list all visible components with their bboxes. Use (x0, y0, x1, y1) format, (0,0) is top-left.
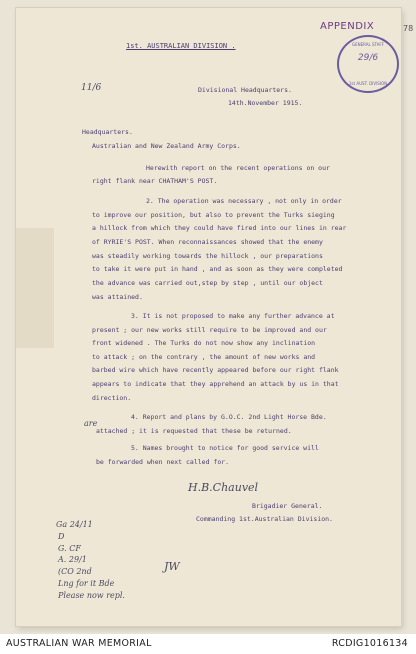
handwritten-signature: H.B.Chauvel (188, 481, 259, 494)
margin-note: A. 29/1 (58, 555, 87, 564)
page-number: 78 (403, 24, 414, 33)
body-line: 2. The operation was necessary , not only in order (146, 197, 342, 205)
body-line: direction. (92, 394, 132, 402)
margin-initials: JW (164, 560, 180, 573)
addressee-line-1: Headquarters. (82, 128, 133, 136)
body-line: attached ; it is requested that these be returned. (96, 427, 292, 435)
addressee-line-2: Australian and New Zealand Army Corps. (92, 142, 241, 150)
body-line: of RYRIE'S POST. When reconnaissances showed that the enemy (92, 238, 323, 246)
signatory-title: Commanding 1st.Australian Division. (196, 515, 333, 523)
body-line: 4. Report and plans by G.O.C. 2nd Light Horse Bde. (131, 413, 327, 421)
margin-note: Lng for it Bde (58, 579, 115, 588)
body-line: the advance was carried out,step by step , until our object (92, 279, 323, 287)
general-staff-stamp (337, 35, 399, 93)
body-line: front widened . The Turks do not now show any inclination (92, 339, 316, 347)
body-line: to take it were put in hand , and as soon as they were completed (92, 265, 343, 273)
body-line: present ; our new works still require to be improved and our (92, 326, 327, 334)
body-line: was attained. (92, 293, 143, 301)
stamp-bottom-text: 1st AUST. DIVISION (348, 81, 388, 86)
body-line: be forwarded when next called for. (96, 458, 230, 466)
division-heading: 1st. AUSTRALIAN DIVISION . (126, 42, 236, 50)
appendix-stamp: APPENDIX (320, 21, 375, 32)
body-line: 5. Names brought to notice for good service will (131, 444, 319, 452)
document-page (16, 8, 414, 626)
signatory-rank: Brigadier General. (252, 502, 323, 510)
body-line: to attack ; on the contrary , the amount of new works and (92, 353, 316, 361)
stamp-top-text: GENERAL STAFF (351, 42, 384, 47)
body-line: a hillock from which they could have fired into our lines in rear (92, 224, 347, 232)
body-line: Herewith report on the recent operations on our (146, 164, 330, 172)
date-line: 14th.November 1915. (228, 99, 303, 107)
handwritten-are: are (84, 419, 98, 428)
margin-note: D (58, 532, 65, 541)
file-reference: 11/6 (81, 83, 102, 93)
body-line: to improve our position, but also to prevent the Turks sieging (92, 211, 335, 219)
body-line: 3. It is not proposed to make any further advance at (131, 312, 335, 320)
margin-note: (CO 2nd (58, 567, 92, 576)
body-line: appears to indicate that they apprehend an attack by us in that (92, 380, 339, 388)
margin-note: Please now repl. (58, 591, 125, 600)
margin-note: Ga 24/11 (56, 520, 93, 529)
body-line: was steadily working towards the hillock , our preparations (92, 252, 323, 260)
stamp-date: 29/6 (357, 53, 379, 63)
margin-note: G. CF (58, 544, 81, 553)
footer-archive-name: AUSTRALIAN WAR MEMORIAL (6, 638, 152, 649)
from-line: Divisional Headquarters. (198, 86, 292, 94)
body-line: right flank near CHATHAM'S POST. (92, 177, 218, 185)
footer-record-id: RCDIG1016134 (331, 638, 408, 649)
body-line: barbed wire which have recently appeared before our right flank (92, 366, 339, 374)
